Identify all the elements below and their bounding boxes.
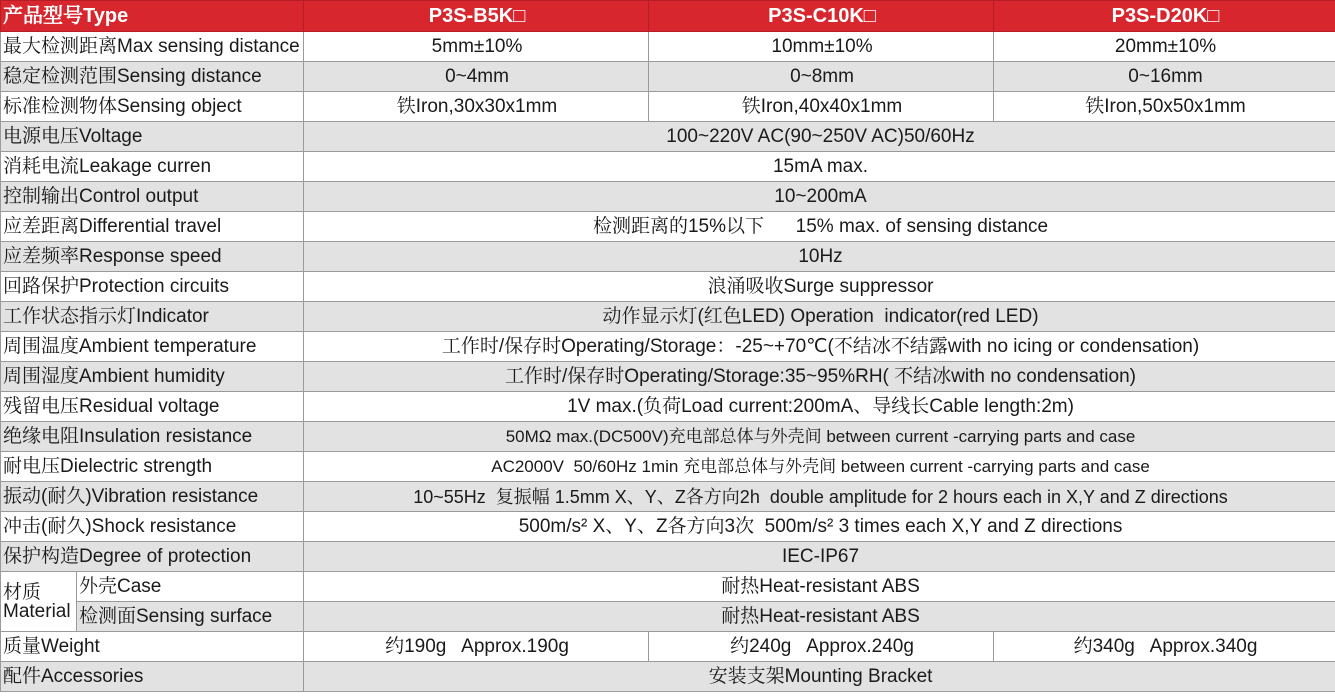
row-value: 10~55Hz 复振幅 1.5mm X、Y、Z各方向2h double amplitude for 2 hours each in X,Y and Z directions xyxy=(304,482,1335,512)
row-indicator xyxy=(1,302,1335,332)
row-ambient-humidity xyxy=(1,362,1335,392)
row-shock-resistance xyxy=(1,512,1335,542)
header-row xyxy=(1,1,1335,32)
row-label: 应差频率Response speed xyxy=(1,242,304,272)
material-label-cn: 材质 xyxy=(3,581,42,603)
row-value: 检测距离的15%以下 15% max. of sensing distance xyxy=(304,212,1335,242)
row-value: AC2000V 50/60Hz 1min 充电部总体与外壳间 between current -carrying parts and case xyxy=(304,452,1335,482)
row-value-model-1: 约190g Approx.190g xyxy=(304,632,649,662)
row-sensing-object xyxy=(1,92,1335,122)
row-value-model-2: 铁Iron,40x40x1mm xyxy=(649,92,994,122)
row-weight xyxy=(1,632,1335,662)
row-label: 残留电压Residual voltage xyxy=(1,392,304,422)
row-value: 工作时/保存时Operating/Storage：-25~+70℃(不结冰不结露with no icing or condensation) xyxy=(304,332,1335,362)
header-model-3: P3S-D20K□ xyxy=(994,1,1335,32)
row-label: 绝缘电阻Insulation resistance xyxy=(1,422,304,452)
row-value: IEC-IP67 xyxy=(304,542,1335,572)
material-label xyxy=(1,572,77,632)
header-model-2: P3S-C10K□ xyxy=(649,1,994,32)
row-label: 耐电压Dielectric strength xyxy=(1,452,304,482)
row-label: 保护构造Degree of protection xyxy=(1,542,304,572)
row-label: 周围温度Ambient temperature xyxy=(1,332,304,362)
row-label: 周围湿度Ambient humidity xyxy=(1,362,304,392)
row-label: 振动(耐久)Vibration resistance xyxy=(1,482,304,512)
row-label: 冲击(耐久)Shock resistance xyxy=(1,512,304,542)
row-value-model-2: 10mm±10% xyxy=(649,32,994,62)
row-degree-of-protection xyxy=(1,542,1335,572)
row-value-model-2: 约240g Approx.240g xyxy=(649,632,994,662)
row-protection-circuits xyxy=(1,272,1335,302)
row-response-speed xyxy=(1,242,1335,272)
row-label: 质量Weight xyxy=(1,632,304,662)
row-dielectric-strength xyxy=(1,452,1335,482)
row-vibration-resistance xyxy=(1,482,1335,512)
row-label: 稳定检测范围Sensing distance xyxy=(1,62,304,92)
row-label: 工作状态指示灯Indicator xyxy=(1,302,304,332)
row-value-model-1: 5mm±10% xyxy=(304,32,649,62)
row-label: 控制输出Control output xyxy=(1,182,304,212)
material-value-sensing-surface: 耐热Heat-resistant ABS xyxy=(304,602,1335,632)
row-value-model-3: 0~16mm xyxy=(994,62,1335,92)
row-ambient-temperature xyxy=(1,332,1335,362)
row-value: 10~200mA xyxy=(304,182,1335,212)
material-label-en: Material xyxy=(3,600,71,622)
row-value-model-1: 0~4mm xyxy=(304,62,649,92)
row-label: 标准检测物体Sensing object xyxy=(1,92,304,122)
row-accessories xyxy=(1,662,1335,692)
row-insulation-resistance xyxy=(1,422,1335,452)
row-residual-voltage xyxy=(1,392,1335,422)
row-value: 1V max.(负荷Load current:200mA、导线长Cable length:2m) xyxy=(304,392,1335,422)
row-value: 10Hz xyxy=(304,242,1335,272)
row-sensing-distance xyxy=(1,62,1335,92)
row-leakage-current xyxy=(1,152,1335,182)
row-value: 15mA max. xyxy=(304,152,1335,182)
row-control-output xyxy=(1,182,1335,212)
row-value: 100~220V AC(90~250V AC)50/60Hz xyxy=(304,122,1335,152)
row-value: 安装支架Mounting Bracket xyxy=(304,662,1335,692)
row-value-model-1: 铁Iron,30x30x1mm xyxy=(304,92,649,122)
material-sub-label-case: 外壳Case xyxy=(77,572,304,602)
row-label: 最大检测距离Max sensing distance xyxy=(1,32,304,62)
row-value: 动作显示灯(红色LED) Operation indicator(red LED) xyxy=(304,302,1335,332)
row-value-model-3: 铁Iron,50x50x1mm xyxy=(994,92,1335,122)
row-value: 500m/s² X、Y、Z各方向3次 500m/s² 3 times each X,Y and Z directions xyxy=(304,512,1335,542)
row-value-model-2: 0~8mm xyxy=(649,62,994,92)
row-value: 浪涌吸收Surge suppressor xyxy=(304,272,1335,302)
material-value-case: 耐热Heat-resistant ABS xyxy=(304,572,1335,602)
row-label: 回路保护Protection circuits xyxy=(1,272,304,302)
row-label: 配件Accessories xyxy=(1,662,304,692)
material-sub-label-sensing-surface: 检测面Sensing surface xyxy=(77,602,304,632)
row-value-model-3: 20mm±10% xyxy=(994,32,1335,62)
row-max-sensing-distance xyxy=(1,32,1335,62)
row-material-sensing-surface xyxy=(1,602,1335,632)
row-label: 电源电压Voltage xyxy=(1,122,304,152)
row-differential-travel xyxy=(1,212,1335,242)
row-value: 工作时/保存时Operating/Storage:35~95%RH( 不结冰with no condensation) xyxy=(304,362,1335,392)
header-type-label: 产品型号Type xyxy=(1,1,304,32)
header-model-1: P3S-B5K□ xyxy=(304,1,649,32)
row-value: 50MΩ max.(DC500V)充电部总体与外壳间 between current -carrying parts and case xyxy=(304,422,1335,452)
row-label: 应差距离Differential travel xyxy=(1,212,304,242)
row-material-case xyxy=(1,572,1335,602)
row-value-model-3: 约340g Approx.340g xyxy=(994,632,1335,662)
row-voltage xyxy=(1,122,1335,152)
row-label: 消耗电流Leakage curren xyxy=(1,152,304,182)
